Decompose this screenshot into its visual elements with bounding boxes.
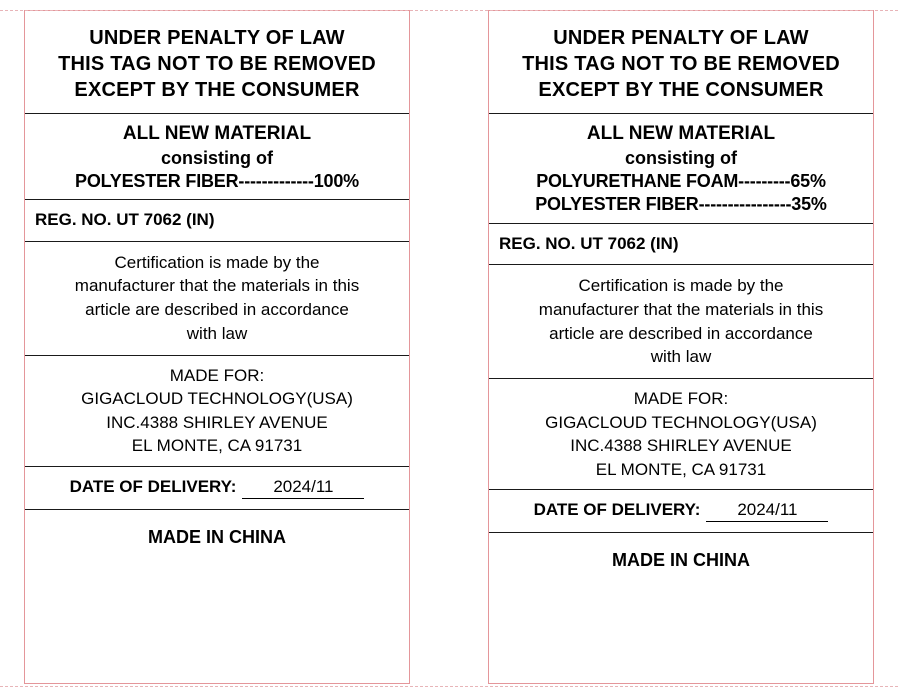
made-for-address-line: INC.4388 SHIRLEY AVENUE	[570, 436, 792, 456]
made-for-section	[25, 356, 409, 467]
registration-number: REG. NO. UT 7062 (IN)	[499, 233, 679, 253]
penalty-notice-line: EXCEPT BY THE CONSUMER	[538, 79, 824, 101]
delivery-date-label: DATE OF DELIVERY:	[533, 499, 701, 519]
penalty-notice-line: UNDER PENALTY OF LAW	[553, 27, 809, 49]
made-for-address-line: GIGACLOUD TECHNOLOGY(USA)	[545, 412, 817, 432]
certification-line: manufacturer that the materials in this	[74, 276, 360, 296]
material-component: POLYESTER FIBER----------------35%	[535, 194, 827, 215]
made-for-address-line: EL MONTE, CA 91731	[131, 436, 303, 456]
made-for-address-line: GIGACLOUD TECHNOLOGY(USA)	[81, 389, 353, 409]
made-for-section	[489, 379, 873, 490]
certification-line: article are described in accordance	[85, 300, 349, 320]
law-label-tag-right	[488, 10, 874, 684]
penalty-notice-section	[25, 11, 409, 114]
certification-line: manufacturer that the materials in this	[538, 299, 824, 319]
material-heading: ALL NEW MATERIAL	[586, 123, 776, 144]
material-section	[489, 114, 873, 224]
certification-line: Certification is made by the	[578, 275, 784, 295]
made-for-address-line: EL MONTE, CA 91731	[595, 459, 767, 479]
made-for-address-line: INC.4388 SHIRLEY AVENUE	[106, 412, 328, 432]
origin-section	[489, 533, 873, 590]
registration-section	[489, 224, 873, 265]
origin-text: MADE IN CHINA	[612, 549, 750, 570]
cut-guide-line-bottom	[0, 686, 898, 687]
delivery-date-value: 2024/11	[242, 477, 364, 499]
cut-guide-line-top	[0, 10, 898, 11]
certification-line: with law	[650, 347, 712, 367]
registration-section	[25, 200, 409, 241]
certification-line: with law	[186, 323, 248, 343]
delivery-date-value: 2024/11	[706, 500, 828, 522]
certification-section	[489, 265, 873, 379]
material-component: POLYURETHANE FOAM---------65%	[536, 171, 826, 192]
material-component: POLYESTER FIBER-------------100%	[75, 171, 359, 192]
delivery-date-section	[25, 467, 409, 510]
registration-number: REG. NO. UT 7062 (IN)	[35, 210, 215, 230]
material-section	[25, 114, 409, 200]
penalty-notice-line: THIS TAG NOT TO BE REMOVED	[522, 53, 840, 75]
certification-section	[25, 242, 409, 356]
material-subheading: consisting of	[625, 147, 737, 168]
made-for-heading: MADE FOR:	[169, 365, 265, 385]
law-label-tag-left	[24, 10, 410, 684]
origin-section	[25, 510, 409, 567]
certification-line: article are described in accordance	[549, 323, 813, 343]
material-subheading: consisting of	[161, 147, 273, 168]
origin-text: MADE IN CHINA	[148, 526, 286, 547]
delivery-date-section	[489, 490, 873, 533]
penalty-notice-line: THIS TAG NOT TO BE REMOVED	[58, 53, 376, 75]
certification-line: Certification is made by the	[114, 252, 320, 272]
delivery-date-label: DATE OF DELIVERY:	[69, 476, 237, 496]
penalty-notice-line: UNDER PENALTY OF LAW	[89, 27, 345, 49]
penalty-notice-line: EXCEPT BY THE CONSUMER	[74, 79, 360, 101]
penalty-notice-section	[489, 11, 873, 114]
made-for-heading: MADE FOR:	[633, 389, 729, 409]
material-heading: ALL NEW MATERIAL	[122, 123, 312, 144]
